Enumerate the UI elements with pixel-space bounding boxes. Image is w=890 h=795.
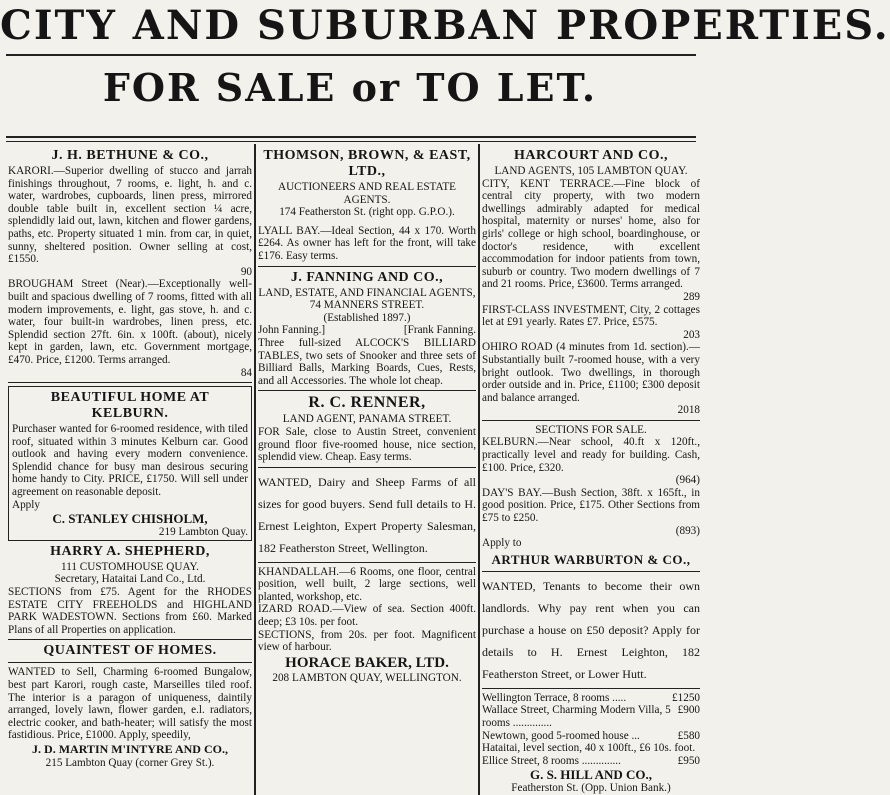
thomson-sub: AUCTIONEERS AND REAL ESTATE AGENTS. [278,181,456,206]
bethune-brougham: BROUGHAM Street (Near).—Exceptionally well-built and spacious dwelling of 7 rooms, fitted with all modern improvements, e. light, gas stove, h. and c. water, four built-in wardrobes, linen press, etc. Splendid section 27ft. 6in. x 100ft. (about), nicely kept in garden, lawn, etc. Government mortgage, £470. Price, £1200. Terms arranged. [8,278,252,366]
divider [258,562,476,563]
harcourt-first-number: 203 [683,328,700,341]
header-rule [6,136,696,138]
header-rule-thin [6,141,696,142]
warburton-daysbay: DAY'S BAY.—Bush Section, 38ft. x 165ft., in good position. Price, £175. Other Sections from £75 to £250. [482,486,700,525]
harcourt-sub: LAND AGENTS, 105 LAMBTON QUAY. [494,165,688,177]
tenants-ad: WANTED, Tenants to become their own landlords. Why pay rent when you can purchase a house on £50 deposit? Apply for details to H. Ernest Leighton, 182 Featherston Street, or Lower Hutt. [482,578,700,681]
warburton-kelburn-number: (964) [675,474,700,487]
quaintest-heading: QUAINTEST OF HOMES. [43,643,217,659]
quaintest-body: WANTED to Sell, Charming 6-roomed Bungalow, best part Karori, rough caste, Marseilles tiled roof. The interior is a paragon of uniqueness, daintily arranged, lovely lawn, flower garden, e.l. radiators, electric cooker, and bath-heater; will satisfy the most fastidious. Price, £1000. Apply, speedily, [8,666,252,742]
shepherd-body: SECTIONS from £75. Agent for the RHODES ESTATE CITY FREEHOLDS and HIGHLAND PARK WADESTOWN. Sections from £60. Marked Plans of all Properties on application. [8,586,252,636]
thomson-address: 174 Featherston St. (right opp. G.P.O.). [279,206,455,219]
masthead-subtitle: FOR SALE or TO LET. [102,65,598,110]
hill-list [482,692,700,768]
bethune-karori-number: 90 [240,265,252,278]
top-rule [6,54,696,56]
thomson-heading: THOMSON, BROWN, & EAST, LTD., [263,148,471,179]
shepherd-role: Secretary, Hataitai Land Co., Ltd. [54,573,206,586]
fanning-names [258,324,476,337]
harcourt-heading: HARCOURT AND CO., [514,148,668,163]
thomson-body: LYALL BAY.—Ideal Section, 44 x 170. Worth £264. As owner has left for the front, will take £176. Easy terms. [258,224,476,262]
harcourt-city: CITY, KENT TERRACE.—Fine block of central city property, with two modern dwellings admirably adapted for medical hospital, maternity or nurses' home, also for girls' college or high school, boardinghouse, or doctor's residence, with excellent accommodation for indoor patients from town, suburb or country. Two modern dwellings of 7 and 21 rooms. Price, £3600. Terms arranged. [482,177,700,291]
baker-sections: SECTIONS, from 20s. per foot. Magnificent view of harbour. [258,628,476,654]
divider [8,382,252,383]
list-item: Wallace Street, Charming Modern Villa, 5 rooms .............. £900 [482,704,700,729]
hill-signature: G. S. HILL AND CO., [529,767,653,783]
harcourt-ohiro-number: 2018 [677,404,700,417]
dairy-ad: WANTED, Dairy and Sheep Farms of all sizes for good buyers. Send full details to H. Ernest Leighton, Expert Property Salesman, 182 Featherston Street, Wellington. [258,474,476,555]
hill-address: Featherston St. (Opp. Union Bank.) [511,782,671,795]
baker-khandallah: KHANDALLAH.—6 Rooms, one floor, central position, well built, 2 large sections, well planted, workshop, etc. [258,565,476,603]
warburton-signature: ARTHUR WARBURTON & CO., [491,551,691,567]
fanning-name-right: [Frank Fanning. [403,324,476,337]
kelburn-apply: Apply [12,498,40,511]
chisholm-signature: C. STANLEY CHISHOLM, [52,511,208,527]
kelburn-body: Purchaser wanted for 6-roomed residence, with tiled roof, situated within 3 minutes Kelburn car. Good outlook and having every modern convenience. Splendid chance for busy man desirous securing home handy to City. PRICE, £1750. Will sell under agreement on reasonable deposit. [12,423,248,499]
column-middle [258,146,476,793]
harcourt-ohiro: OHIRO ROAD (4 minutes from 1d. section).—Substantially built 7-roomed house, with a very bright outlook. Two dwellings, in thorough order outside and in. Price, £1100; £300 deposit and balance arranged. [482,341,700,404]
baker-signature: HORACE BAKER, LTD. [285,654,449,671]
baker-izard: IZARD ROAD.—View of sea. Section 400ft. deep; £3 10s. per foot. [258,603,476,629]
divider [482,688,700,689]
bethune-karori: KARORI.—Superior dwelling of stucco and jarrah finishings throughout, 7 rooms, e. light, h. and c. water, wardrobes, cupboards, linen press, mirrored double table built in, excellent section ¼ acre, splendidly laid out, lawn, kitchen and flower gardens, paths, etc. Property situated 1 min. from car, in quiet, sunny, sheltered position. Owner selling at cost, £1550. [8,165,252,266]
mcintyre-address: 215 Lambton Quay (corner Grey St.). [45,756,215,769]
divider [258,390,476,391]
kelburn-heading: BEAUTIFUL HOME AT KELBURN. [50,390,210,422]
harcourt-city-number: 289 [683,290,700,303]
baker-address: 208 LAMBTON QUAY, WELLINGTON. [272,671,462,684]
kelburn-ad [8,386,252,541]
harcourt-first: FIRST-CLASS INVESTMENT, City, 2 cottages let at £91 yearly. Rates £7. Price, £575. [482,303,700,329]
list-item: Ellice Street, 8 rooms .............. £950 [482,754,700,767]
list-item: Newtown, good 5-roomed house ... £580 [482,729,700,742]
list-item: Wellington Terrace, 8 rooms ..... £1250 [482,691,700,704]
renner-sub: LAND AGENT, PANAMA STREET. [282,413,452,426]
column-divider [254,144,256,795]
shepherd-heading: HARRY A. SHEPHERD, [50,543,210,559]
chisholm-address: 219 Lambton Quay. [158,526,248,539]
warburton-kelburn: KELBURN.—Near school, 40.ft x 120ft., practically level and ready for building. Cash, £100. Price, £320. [482,436,700,474]
shepherd-address: 111 CUSTOMHOUSE QUAY. [61,560,199,573]
renner-body: FOR Sale, close to Austin Street, convenient ground floor five-roomed house, nice section, splendid view. Cheap. Easy terms. [258,425,476,464]
column-right [482,146,700,793]
bethune-brougham-number: 84 [240,366,252,379]
divider [482,420,700,421]
column-left [8,146,252,793]
divider [482,571,700,572]
bethune-heading: J. H. BETHUNE & CO., [51,148,209,163]
fanning-established: (Established 1897.) [323,311,411,324]
divider [8,662,252,663]
list-item: Hataitai, level section, 40 x 100ft., £6 10s. foot. [482,742,696,755]
warburton-daysbay-number: (893) [675,524,700,537]
divider [8,639,252,640]
masthead-title: CITY AND SUBURBAN PROPERTIES. [0,2,890,49]
fanning-name-left: John Fanning.] [258,324,326,337]
divider [258,266,476,267]
fanning-address: 74 MANNERS STREET. [309,299,425,312]
fanning-sub: LAND, ESTATE, AND FINANCIAL AGENTS, [258,286,476,299]
fanning-heading: J. FANNING AND CO., [290,269,444,285]
warburton-apply: Apply to [482,537,522,550]
column-divider [478,144,480,795]
warburton-heading: SECTIONS FOR SALE. [535,423,647,436]
renner-heading: R. C. RENNER, [308,394,426,412]
mcintyre-signature: J. D. MARTIN M'INTYRE AND CO., [32,741,228,756]
divider [258,467,476,468]
fanning-body: Three full-sized ALCOCK'S BILLIARD TABLES, two sets of Snooker and three sets of Billiard Balls, Marking Boards, Cues, Rests, and all Accessories. The whole lot cheap. [258,336,476,387]
